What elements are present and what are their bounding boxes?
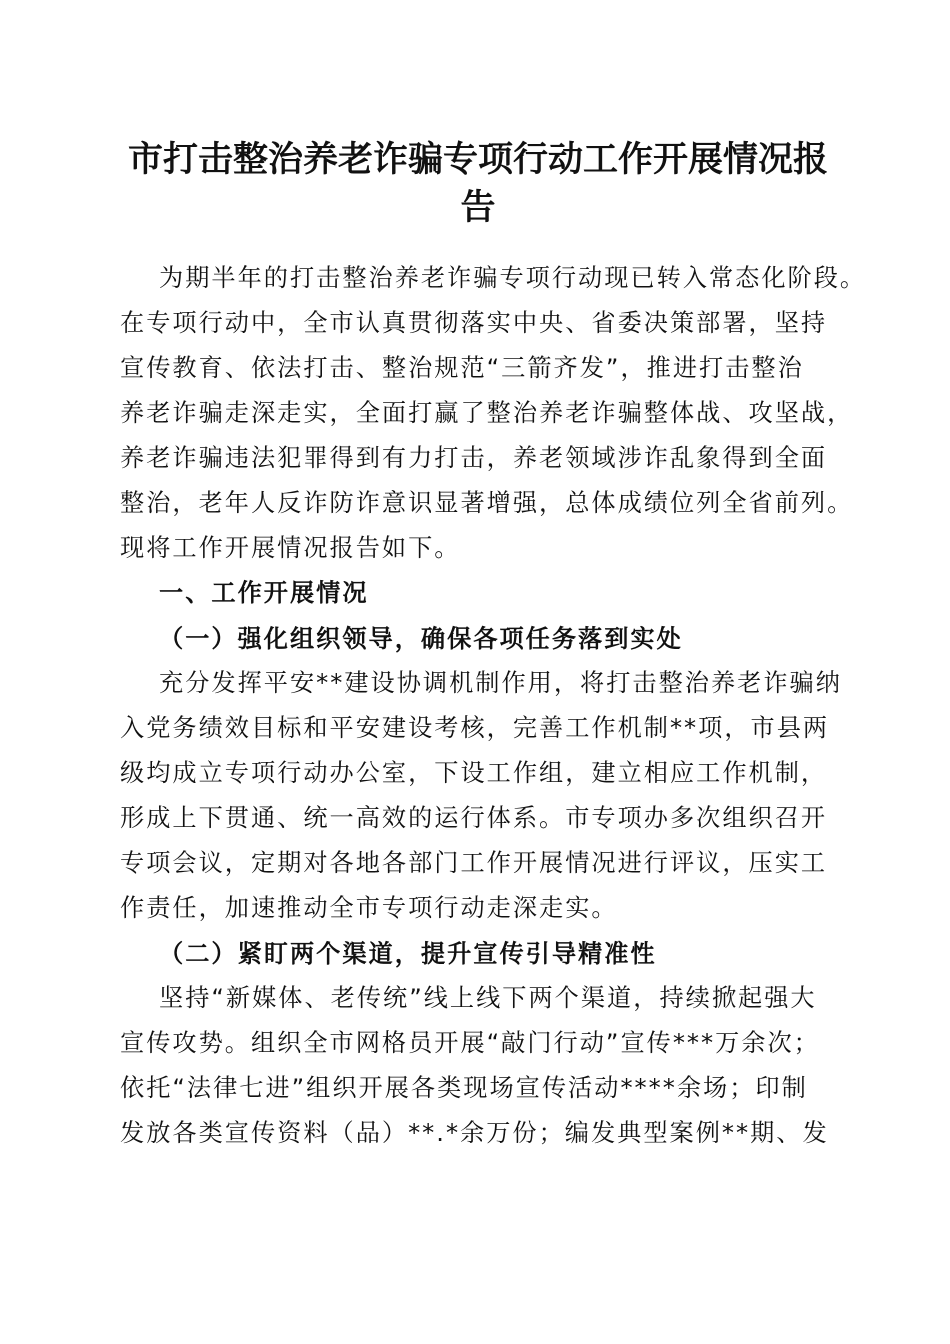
paragraph-line: 现将工作开展情况报告如下。: [120, 534, 461, 562]
paragraph-line: 专项会议，定期对各地各部门工作开展情况进行评议，压实工: [120, 849, 828, 877]
paragraph-line: 依托“法律七进”组织开展各类现场宣传活动****余场；印制: [120, 1074, 808, 1102]
subsection-heading: （一）强化组织领导，确保各项任务落到实处: [159, 624, 683, 653]
paragraph-line: 宣传教育、依法打击、整治规范“三箭齐发”，推进打击整治: [120, 354, 804, 382]
paragraph-line: 坚持“新媒体、老传统”线上线下两个渠道，持续掀起强大: [159, 984, 817, 1012]
paragraph-line: 发放各类宣传资料（品）**.*余万份；编发典型案例**期、发: [120, 1119, 829, 1147]
paragraph-line: 形成上下贯通、统一高效的运行体系。市专项办多次组织召开: [120, 804, 828, 832]
document-body: [120, 256, 867, 1156]
paragraph-line: 充分发挥平安**建设协调机制作用，将打击整治养老诈骗纳: [159, 669, 842, 697]
title-line-2: 告: [460, 187, 496, 228]
paragraph-line: 入党务绩效目标和平安建设考核，完善工作机制**项，市县两: [120, 714, 830, 742]
paragraph-line: 整治，老年人反诈防诈意识显著增强，总体成绩位列全省前列。: [120, 489, 854, 517]
section-heading: 一、工作开展情况: [159, 579, 369, 607]
intro-paragraph: [120, 256, 867, 571]
paragraph-line: 养老诈骗违法犯罪得到有力打击，养老领域涉诈乱象得到全面: [120, 444, 828, 472]
subsection-2-paragraph: [120, 976, 840, 1156]
subsection-1-paragraph: [120, 661, 840, 931]
paragraph-line: 作责任，加速推动全市专项行动走深走实。: [120, 894, 618, 922]
document-title: [118, 136, 838, 232]
paragraph-line: 为期半年的打击整治养老诈骗专项行动现已转入常态化阶段。: [159, 264, 867, 292]
paragraph-line: 在专项行动中，全市认真贯彻落实中央、省委决策部署，坚持: [120, 309, 828, 337]
subsection-heading: （二）紧盯两个渠道，提升宣传引导精准性: [159, 939, 657, 968]
paragraph-line: 宣传攻势。组织全市网格员开展“敲门行动”宣传***万余次；: [120, 1029, 820, 1057]
paragraph-line: 级均成立专项行动办公室，下设工作组，建立相应工作机制，: [120, 759, 828, 787]
title-line-1: 市打击整治养老诈骗专项行动工作开展情况报: [127, 139, 828, 180]
paragraph-line: 养老诈骗走深走实，全面打赢了整治养老诈骗整体战、攻坚战，: [120, 399, 854, 427]
